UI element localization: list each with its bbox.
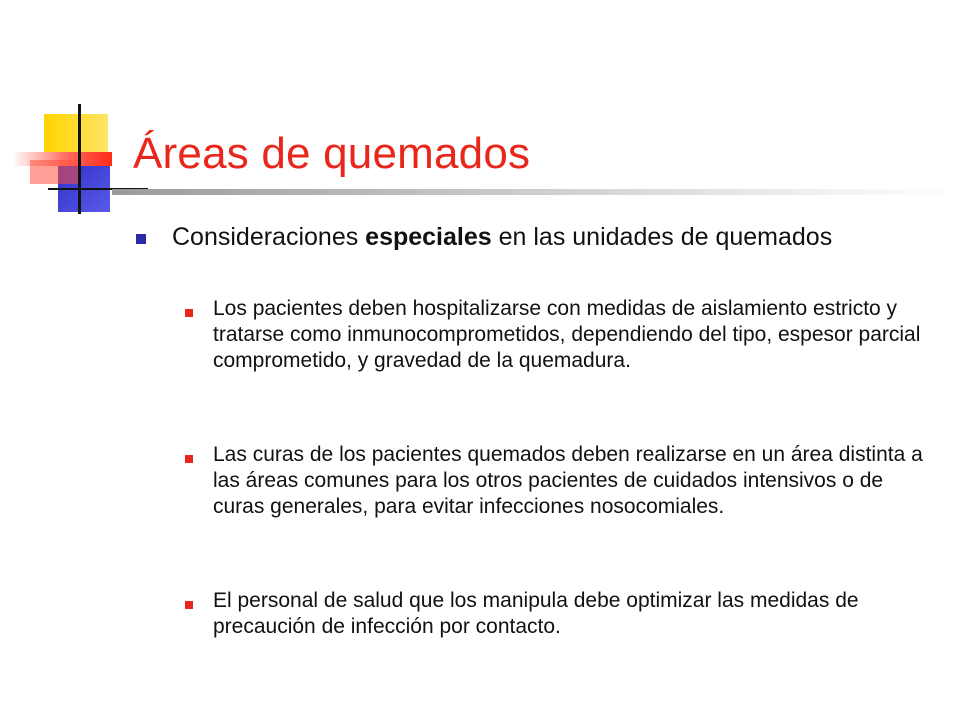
sub-bullet-marker	[185, 309, 193, 317]
sub-bullet-text: El personal de salud que los manipula debe optimizar las medidas de precaución de infección por contacto.	[213, 589, 859, 638]
sub-bullet-marker	[185, 455, 193, 463]
sub-bullet-text: Las curas de los pacientes quemados deben realizarse en un área distinta a las áreas comunes para los otros pacientes de cuidados intensivos o de curas generales, para evitar infecciones nosocomiales.	[213, 443, 923, 518]
sub-bullet-text: Los pacientes deben hospitalizarse con medidas de aislamiento estricto y tratarse como inmunocomprometidos, dependiendo del tipo, espesor parcial comprometido, y gravedad de la quemadura.	[213, 297, 921, 372]
main-bullet-prefix: Consideraciones	[172, 223, 366, 251]
red-bar-stub	[30, 160, 80, 184]
main-bullet-suffix: en las unidades de quemados	[491, 223, 833, 251]
sub-bullet-marker	[185, 601, 193, 609]
title-underline	[112, 189, 960, 195]
main-bullet-emphasis: especiales	[365, 223, 492, 251]
bullet-marker	[136, 234, 146, 244]
main-bullet-text	[172, 222, 872, 253]
corner-decoration	[0, 0, 150, 230]
slide-title: Áreas de quemados	[133, 129, 531, 178]
vertical-line	[78, 104, 81, 214]
